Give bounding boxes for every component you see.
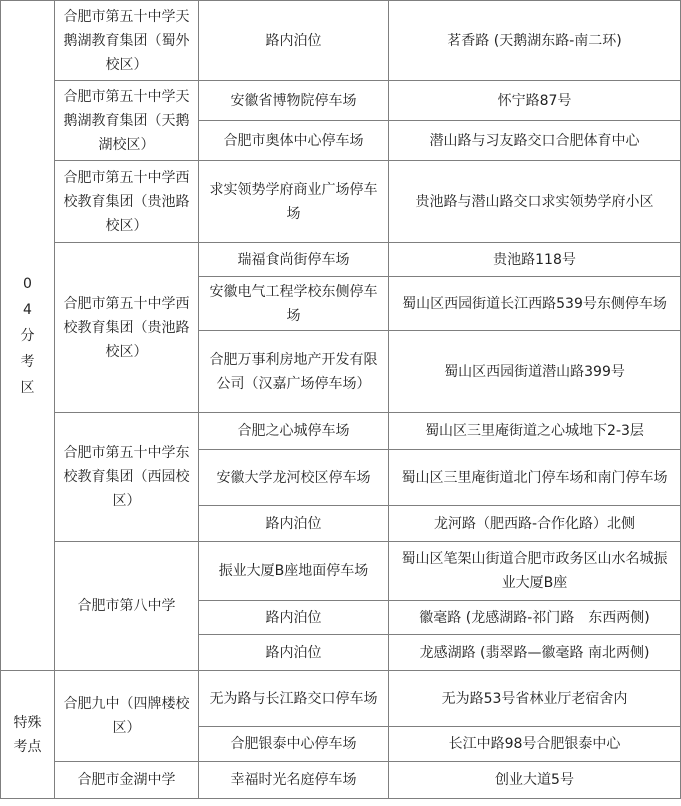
school-cell: 合肥市第五十中学西校教育集团（贵池路校区） xyxy=(55,161,199,243)
address-cell: 茗香路 (天鹅湖东路-南二环) xyxy=(389,1,681,81)
zone-name: 04分考区 xyxy=(20,275,35,396)
address-cell: 贵池路与潜山路交口求实领势学府小区 xyxy=(389,161,681,243)
address-cell: 创业大道5号 xyxy=(389,762,681,799)
address-cell: 龙河路（肥西路-合作化路）北侧 xyxy=(389,506,681,542)
zone-cell xyxy=(1,1,55,671)
address-cell: 蜀山区西园街道潜山路399号 xyxy=(389,331,681,413)
lot-cell: 安徽大学龙河校区停车场 xyxy=(199,450,389,506)
address-cell: 贵池路118号 xyxy=(389,243,681,277)
address-cell: 蜀山区三里庵街道之心城地下2-3层 xyxy=(389,413,681,450)
address-cell: 龙感湖路 (翡翠路—徽毫路 南北两侧) xyxy=(389,635,681,671)
address-cell: 长江中路98号合肥银泰中心 xyxy=(389,727,681,762)
lot-cell: 求实领势学府商业广场停车场 xyxy=(199,161,389,243)
school-cell: 合肥市第五十中学西校教育集团（贵池路校区） xyxy=(55,243,199,413)
school-cell: 合肥九中（四牌楼校区） xyxy=(55,671,199,762)
address-cell: 无为路53号省林业厅老宿舍内 xyxy=(389,671,681,727)
school-cell: 合肥市金湖中学 xyxy=(55,762,199,799)
lot-cell: 路内泊位 xyxy=(199,635,389,671)
address-cell: 蜀山区笔架山街道合肥市政务区山水名城振业大厦B座 xyxy=(389,542,681,601)
zone-cell xyxy=(1,671,55,799)
lot-cell: 瑞福食尚街停车场 xyxy=(199,243,389,277)
zone-name: 特殊考点 xyxy=(13,714,42,755)
school-cell: 合肥市第五十中学天鹅湖教育集团（天鹅湖校区） xyxy=(55,81,199,161)
lot-cell: 安徽电气工程学校东侧停车场 xyxy=(199,277,389,331)
address-cell: 怀宁路87号 xyxy=(389,81,681,121)
lot-cell: 无为路与长江路交口停车场 xyxy=(199,671,389,727)
lot-cell: 路内泊位 xyxy=(199,1,389,81)
school-cell: 合肥市第五十中学天鹅湖教育集团（蜀外校区） xyxy=(55,1,199,81)
lot-cell: 振业大厦B座地面停车场 xyxy=(199,542,389,601)
school-cell: 合肥市第八中学 xyxy=(55,542,199,671)
lot-cell: 合肥市奥体中心停车场 xyxy=(199,121,389,161)
school-cell: 合肥市第五十中学东校教育集团（西园校区） xyxy=(55,413,199,542)
lot-cell: 路内泊位 xyxy=(199,506,389,542)
lot-cell: 合肥之心城停车场 xyxy=(199,413,389,450)
address-cell: 蜀山区三里庵街道北门停车场和南门停车场 xyxy=(389,450,681,506)
address-cell: 徽毫路 (龙感湖路-祁门路 东西两侧) xyxy=(389,601,681,635)
lot-cell: 幸福时光名庭停车场 xyxy=(199,762,389,799)
lot-cell: 合肥银泰中心停车场 xyxy=(199,727,389,762)
address-cell: 潜山路与习友路交口合肥体育中心 xyxy=(389,121,681,161)
lot-cell: 安徽省博物院停车场 xyxy=(199,81,389,121)
lot-cell: 路内泊位 xyxy=(199,601,389,635)
lot-cell: 合肥万事利房地产开发有限公司（汉嘉广场停车场） xyxy=(199,331,389,413)
address-cell: 蜀山区西园街道长江西路539号东侧停车场 xyxy=(389,277,681,331)
